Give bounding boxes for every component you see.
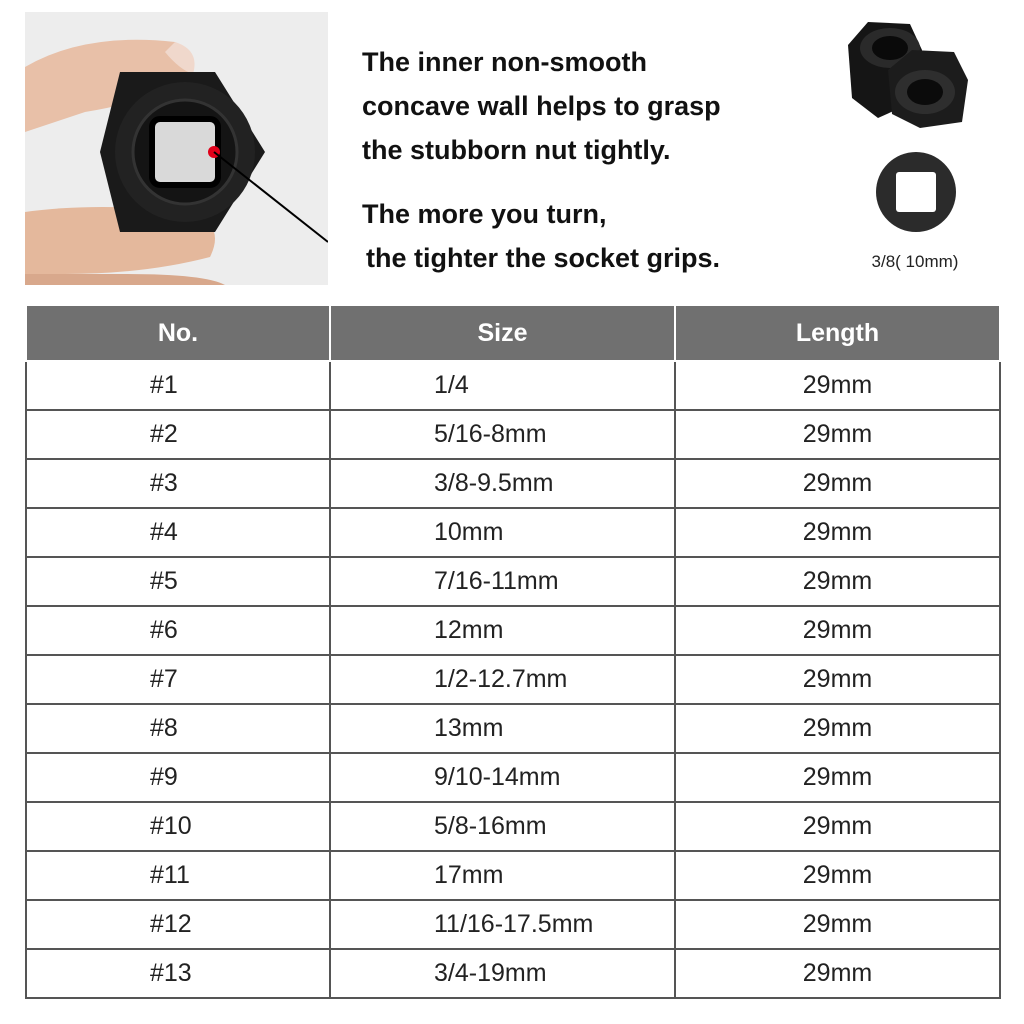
table-row bbox=[26, 949, 1000, 998]
socket-product-image bbox=[830, 10, 990, 130]
cell-length: 29mm bbox=[675, 851, 1000, 900]
cell-no: #6 bbox=[26, 606, 330, 655]
cell-length: 29mm bbox=[675, 802, 1000, 851]
description-line: The inner non-smooth bbox=[362, 47, 647, 77]
cell-size: 13mm bbox=[330, 704, 675, 753]
socket-photo bbox=[25, 12, 328, 285]
cell-no: #3 bbox=[26, 459, 330, 508]
square-drive-icon bbox=[874, 150, 958, 234]
table-row bbox=[26, 802, 1000, 851]
cell-no: #8 bbox=[26, 704, 330, 753]
socket-in-hand-image bbox=[25, 12, 328, 285]
table-row bbox=[26, 900, 1000, 949]
cell-length: 29mm bbox=[675, 459, 1000, 508]
cell-no: #10 bbox=[26, 802, 330, 851]
column-header-no: No. bbox=[26, 306, 330, 361]
cell-no: #13 bbox=[26, 949, 330, 998]
description-line: the tighter the socket grips. bbox=[366, 243, 721, 273]
cell-no: #9 bbox=[26, 753, 330, 802]
table-row bbox=[26, 410, 1000, 459]
cell-length: 29mm bbox=[675, 410, 1000, 459]
cell-length: 29mm bbox=[675, 361, 1000, 410]
table-row bbox=[26, 508, 1000, 557]
column-header-size: Size bbox=[330, 306, 675, 361]
description-line: concave wall helps to grasp bbox=[362, 91, 721, 121]
cell-length: 29mm bbox=[675, 557, 1000, 606]
drive-size-label: 3/8( 10mm) bbox=[871, 252, 959, 271]
cell-no: #2 bbox=[26, 410, 330, 459]
cell-size: 9/10-14mm bbox=[330, 753, 675, 802]
cell-length: 29mm bbox=[675, 753, 1000, 802]
table-row bbox=[26, 655, 1000, 704]
cell-size: 3/8-9.5mm bbox=[330, 459, 675, 508]
table-row bbox=[26, 704, 1000, 753]
cell-length: 29mm bbox=[675, 949, 1000, 998]
cell-size: 11/16-17.5mm bbox=[330, 900, 675, 949]
cell-length: 29mm bbox=[675, 900, 1000, 949]
cell-size: 5/8-16mm bbox=[330, 802, 675, 851]
size-table bbox=[25, 306, 1001, 999]
cell-no: #7 bbox=[26, 655, 330, 704]
table-row bbox=[26, 851, 1000, 900]
cell-size: 1/4 bbox=[330, 361, 675, 410]
cell-size: 3/4-19mm bbox=[330, 949, 675, 998]
cell-no: #4 bbox=[26, 508, 330, 557]
cell-length: 29mm bbox=[675, 508, 1000, 557]
cell-size: 10mm bbox=[330, 508, 675, 557]
cell-size: 1/2-12.7mm bbox=[330, 655, 675, 704]
cell-no: #1 bbox=[26, 361, 330, 410]
table-row bbox=[26, 606, 1000, 655]
column-header-length: Length bbox=[675, 306, 1000, 361]
cell-size: 17mm bbox=[330, 851, 675, 900]
table-row bbox=[26, 753, 1000, 802]
cell-size: 7/16-11mm bbox=[330, 557, 675, 606]
table-row bbox=[26, 557, 1000, 606]
cell-no: #12 bbox=[26, 900, 330, 949]
table-header-row bbox=[26, 306, 1000, 361]
cell-no: #5 bbox=[26, 557, 330, 606]
cell-size: 12mm bbox=[330, 606, 675, 655]
cell-length: 29mm bbox=[675, 606, 1000, 655]
description-line: The more you turn, bbox=[362, 199, 607, 229]
cell-no: #11 bbox=[26, 851, 330, 900]
cell-size: 5/16-8mm bbox=[330, 410, 675, 459]
description-line: the stubborn nut tightly. bbox=[362, 135, 671, 165]
cell-length: 29mm bbox=[675, 704, 1000, 753]
table-row bbox=[26, 459, 1000, 508]
feature-description bbox=[362, 40, 802, 280]
cell-length: 29mm bbox=[675, 655, 1000, 704]
table-row bbox=[26, 361, 1000, 410]
